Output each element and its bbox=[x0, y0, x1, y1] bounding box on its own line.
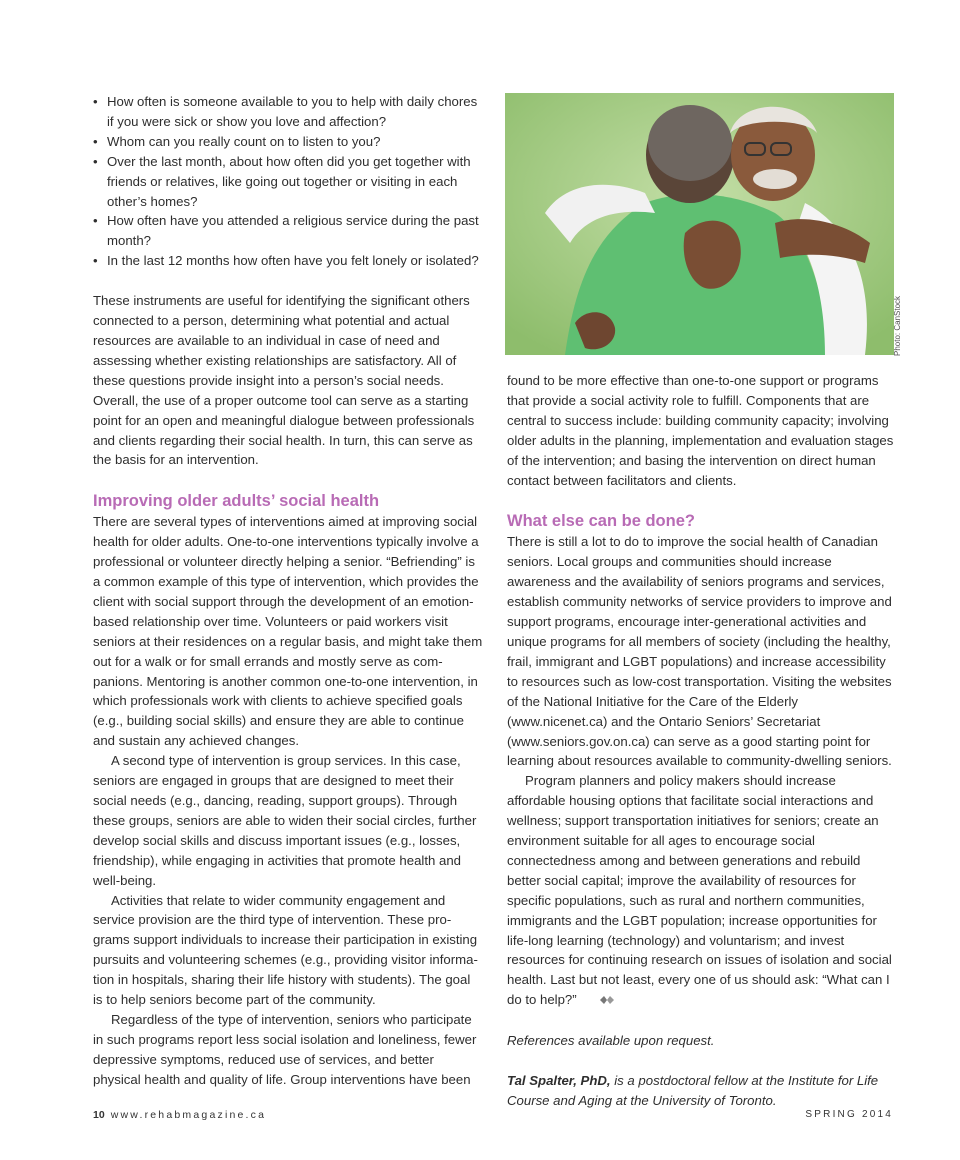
footer-left bbox=[93, 1109, 266, 1121]
body-paragraph: A second type of intervention is group services. In this case, seniors are engaged in groups that are designed to meet their social needs (e.g., dancing, reading, support groups). Through these groups, seniors are able to widen their social circles, further develop social skills and discuss important issues (e.g., losses, friendship), while engaging in activities that promote health and well-being. bbox=[93, 753, 477, 888]
question-list bbox=[93, 92, 483, 271]
footer-issue: SPRING 2014 bbox=[805, 1109, 893, 1120]
section-heading-improving: Improving older adults’ social health bbox=[93, 492, 380, 511]
closing-text: Program planners and policy makers should increase affordable housing options that facilitate social interactions and wellness; support transportation initiatives for seniors; create an environment suitable for all ages to encourage social connectedness among and between generations and rebuild better social capital; improve the availability of resources for specific populations, such as rural and northern communities, immigrants and the LGBT population; increase opportunities for life-long learning (technology) and voluntarism; and invest resources for continuing research on issues of isolation and social health. Last but not least, every one of us should ask: “What can I do to help?” bbox=[507, 773, 892, 1008]
right-column bbox=[507, 371, 897, 1110]
footer-website: www.rehabmagazine.ca bbox=[110, 1109, 267, 1121]
list-item: • Whom can you really count on to listen to you? bbox=[93, 132, 483, 152]
body-paragraph: There are several types of interventions aimed at improving social health for older adults. One-to-one interventions typically involve a professional or volunteer directly helping a senior. “Befriending” is a common example of this type of intervention, which provides the client with social support through the development of an emotion-based relationship over time. Volunteers or paid workers visit seniors at their residences on a regular basis, and might take them out for a walk or for small errands and mostly serve as companions. Mentoring is another common one-to-one intervention, in which professionals work with clients to achieve specified goals (e.g., building social skills) and ensure they are able to continue and sustain any achieved changes. bbox=[93, 514, 483, 749]
page-number: 10 bbox=[93, 1109, 105, 1121]
section-heading-what-else: What else can be done? bbox=[507, 512, 695, 531]
continuation-paragraph: found to be more effective than one-to-one support or programs that provide a social activity role to fulfill. Components that are central to success include: building community capacity; involving older adults in the planning, implementation and evaluation stages of the intervention; and basing the intervention on direct human contact between facilitators and clients. bbox=[507, 373, 894, 488]
list-item: • How often have you attended a religious service during the past month? bbox=[93, 211, 483, 251]
list-item: • Over the last month, about how often did you get together with friends or relatives, like going out together or visiting in each other’s homes? bbox=[93, 152, 483, 212]
list-item: • In the last 12 months how often have you felt lonely or isolated? bbox=[93, 251, 483, 271]
author-bio-text: is a postdoctoral fellow at the Institute for Life Course and Aging at the University of Toronto. bbox=[507, 1072, 879, 1108]
end-mark-icon bbox=[581, 991, 615, 1011]
list-item: • How often is someone available to you to help with daily chores if you were sick or show you love and affection? bbox=[93, 92, 483, 132]
body-paragraph: Activities that relate to wider community engagement and service provision are the third type of intervention. These programs support individuals to increase their participation in existing pursuits and volunteering schemes (e.g., providing visitor information in hospitals, sharing their life history with students). The goal is to help seniors become part of the community. bbox=[93, 892, 478, 1008]
author-bio bbox=[507, 1071, 897, 1111]
author-name: Tal Spalter, PhD, bbox=[507, 1072, 611, 1088]
references-note: References available upon request. bbox=[507, 1032, 715, 1048]
intro-paragraph: These instruments are useful for identifying the significant others connected to a person, determining what potential and actual resources are available to an individual in case of need and assessing whether existing relationships are satisfactory. All of these questions provide insight into a person’s social needs. Overall, the use of a proper outcome tool can serve as a starting point for an open and meaningful dialogue between professionals and clients regarding their social health. In turn, this can serve as the basis for an intervention. bbox=[93, 293, 475, 468]
photo-credit: Photo: CanStock bbox=[893, 295, 902, 356]
body-paragraph: There is still a lot to do to improve the social health of Canadian seniors. Local groups and communities should increase awareness and the availability of seniors programs and services, establish community networks of service providers to improve and support programs, encourage inter-generational activities and unique programs for all members of society (including the healthy, frail, immigrant and LGBT populations) and increase accessibility to resources such as low-cost transportation. Visiting the websites of the National Initiative for the Care of the Elderly (www.nicenet.ca) and the Ontario Seniors’ Secretariat (www.seniors.gov.on.ca) can serve as a good starting point for learning about resources available to community-dwelling seniors. bbox=[507, 534, 892, 769]
body-paragraph bbox=[507, 771, 897, 1010]
body-paragraph: Regardless of the type of intervention, seniors who participate in such programs report less social isolation and loneliness, fewer depressive symptoms, reduced use of services, and better physical health and quality of life. Group interventions have been bbox=[93, 1011, 477, 1087]
hugging-seniors-photo bbox=[505, 93, 894, 355]
left-column bbox=[93, 92, 483, 1090]
